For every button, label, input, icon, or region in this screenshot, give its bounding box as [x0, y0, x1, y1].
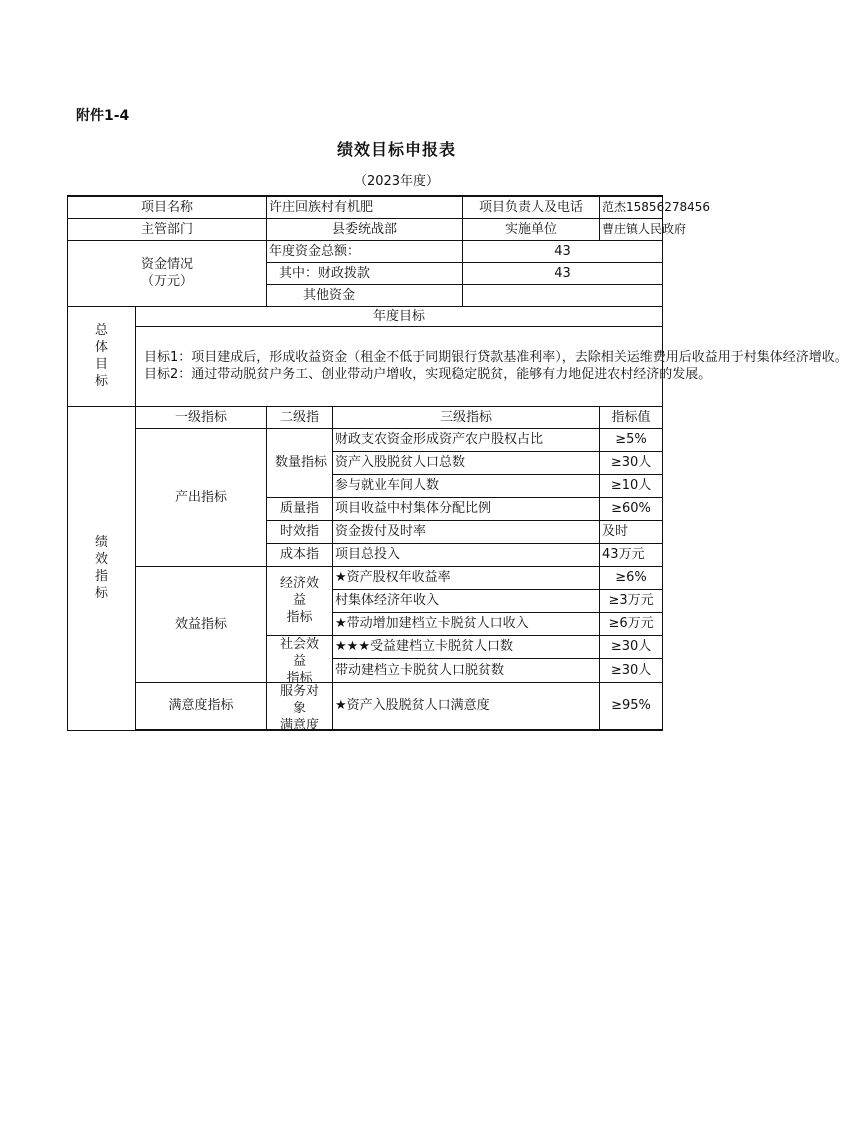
- indicator-value: ≥30人: [600, 659, 663, 683]
- social-benefit-line: 社会效: [280, 636, 320, 652]
- funds-fiscal-value: 43: [463, 262, 663, 284]
- level2-header: 二级指: [267, 406, 333, 428]
- indicator-name: 资金拨付及时率: [333, 520, 600, 543]
- goals-header-row: [68, 306, 663, 326]
- table-row: [68, 682, 663, 730]
- funds-label: [68, 240, 267, 306]
- economic-benefit-label: [267, 566, 333, 635]
- performance-indicators-char: 效: [94, 552, 108, 567]
- page-title: 绩效目标申报表: [336, 140, 456, 159]
- output-indicators-label: 产出指标: [136, 428, 267, 566]
- social-benefit-line: 益: [293, 653, 307, 669]
- overall-goals-char: 总: [94, 323, 108, 338]
- indicator-value: ≥95%: [600, 682, 663, 730]
- service-satisfaction-line: 象: [293, 700, 307, 716]
- level1-header: 一级指标: [136, 406, 267, 428]
- indicator-value: 43万元: [600, 543, 663, 566]
- indicator-name: 带动建档立卡脱贫人口脱贫数: [333, 659, 600, 683]
- funds-fiscal-label: 其中：财政拨款: [267, 262, 463, 284]
- goal-2: 目标2：通过带动脱贫户务工、创业带动户增收，实现稳定脱贫，能够有力地促进农村经济的发展。: [144, 367, 712, 382]
- indicator-value: ≥5%: [600, 428, 663, 451]
- overall-goals-section: [68, 306, 136, 406]
- indicator-name: 财政支农资金形成资产农户股权占比: [333, 428, 600, 451]
- performance-target-table: [67, 195, 848, 733]
- annual-goals-content: [136, 326, 848, 406]
- indicator-name: ★资产入股脱贫人口满意度: [333, 682, 600, 730]
- quantity-indicators-label: [267, 428, 333, 497]
- project-name-value: 许庄回族村有机肥: [267, 196, 463, 218]
- department-value: 县委统战部: [267, 218, 463, 240]
- level3-header: 三级指标: [333, 406, 600, 428]
- attachment-label: 附件1-4: [76, 108, 130, 124]
- economic-benefit-line: 益: [293, 593, 307, 608]
- project-name-label: 项目名称: [68, 196, 267, 218]
- performance-indicators-section: [68, 406, 136, 730]
- funds-other-value: [463, 284, 663, 306]
- funds-label-line2: （万元）: [141, 274, 194, 289]
- table-row: [68, 566, 663, 589]
- service-satisfaction-line: 服务对: [280, 683, 320, 699]
- social-benefit-label: [267, 635, 333, 686]
- department-label: 主管部门: [68, 218, 267, 240]
- project-name-row: [68, 196, 663, 218]
- implementing-unit-value: 曹庄镇人民政府: [600, 218, 663, 240]
- indicator-value-header: 指标值: [600, 406, 663, 428]
- indicator-value: ≥3万元: [600, 589, 663, 612]
- indicator-name: ★资产股权年收益率: [333, 566, 600, 589]
- economic-benefit-line: 经济效: [280, 576, 320, 591]
- indicator-name: ★★★受益建档立卡脱贫人口数: [333, 635, 600, 659]
- indicator-value: ≥60%: [600, 497, 663, 520]
- indicator-name: ★带动增加建档立卡脱贫人口收入: [333, 612, 600, 635]
- annual-goals-header: 年度目标: [136, 306, 663, 326]
- service-satisfaction-label: [267, 682, 333, 733]
- implementing-unit-label: 实施单位: [463, 218, 600, 240]
- performance-indicators-char: 指: [94, 569, 108, 584]
- indicator-value: 及时: [600, 520, 663, 543]
- overall-goals-char: 目: [94, 357, 108, 372]
- year-label: （2023年度）: [353, 174, 440, 189]
- funds-total-value: 43: [463, 240, 663, 262]
- indicator-value: ≥6万元: [600, 612, 663, 635]
- indicator-value: ≥30人: [600, 451, 663, 474]
- department-row: [68, 218, 663, 240]
- funds-total-row: [68, 240, 663, 262]
- timeliness-indicators-label: 时效指: [267, 520, 333, 543]
- social-benefit-line: 指标: [286, 670, 313, 686]
- indicator-name: 项目收益中村集体分配比例: [333, 497, 600, 520]
- indicator-name: 村集体经济年收入: [333, 589, 600, 612]
- economic-benefit-line: 指标: [286, 610, 313, 625]
- goals-content-row: [68, 326, 663, 406]
- performance-indicators-char: 标: [94, 586, 108, 601]
- indicator-name: 参与就业车间人数: [333, 474, 600, 497]
- overall-goals-char: 体: [94, 340, 108, 355]
- table-row: [68, 428, 663, 451]
- project-leader-value: 范杰15856278456: [600, 196, 663, 218]
- overall-goals-char: 标: [94, 374, 108, 389]
- benefit-indicators-label: 效益指标: [136, 566, 267, 682]
- indicator-name: 资产入股脱贫人口总数: [333, 451, 600, 474]
- funds-other-label: 其他资金: [267, 284, 463, 306]
- funds-label-line1: 资金情况: [141, 257, 194, 272]
- satisfaction-indicators-label: 满意度指标: [136, 682, 267, 730]
- cost-indicators-label: 成本指: [267, 543, 333, 566]
- quantity-indicators-text: 数量指标: [275, 455, 328, 470]
- indicator-value: ≥6%: [600, 566, 663, 589]
- quality-indicators-label: 质量指: [267, 497, 333, 520]
- funds-total-label: 年度资金总额：: [267, 240, 463, 262]
- project-leader-label: 项目负责人及电话: [463, 196, 600, 218]
- performance-indicators-char: 绩: [94, 535, 108, 550]
- indicator-value: ≥30人: [600, 635, 663, 659]
- indicators-header-row: [68, 406, 663, 428]
- indicator-name: 项目总投入: [333, 543, 600, 566]
- indicator-value: ≥10人: [600, 474, 663, 497]
- goal-1: 目标1：项目建成后，形成收益资金（租金不低于同期银行贷款基准利率），去除相关运维费用后收益用于村集体经济增收。: [144, 350, 848, 365]
- service-satisfaction-line: 满意度: [280, 717, 320, 733]
